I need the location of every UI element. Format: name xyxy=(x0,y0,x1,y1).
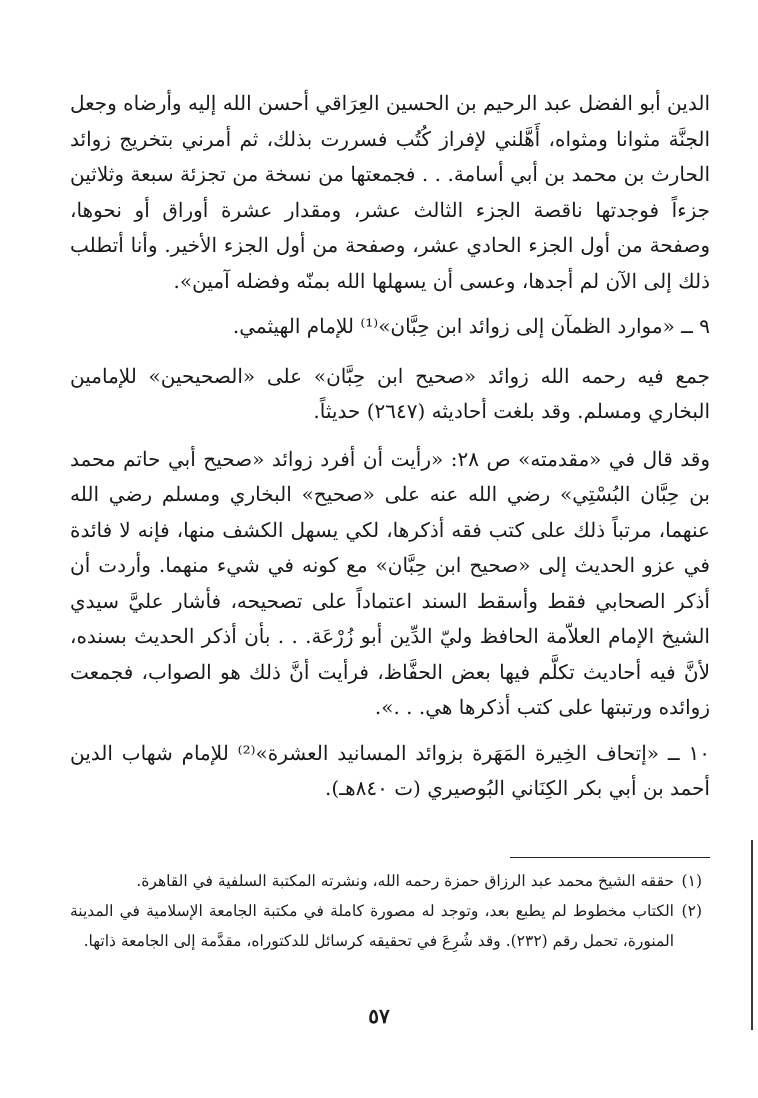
footnote-2-text: الكتاب مخطوط لم يطبع بعد، وتوجد له مصورة كاملة في مكتبة الجامعة الإسلامية في المدينة المنورة، تحمل رقم (٢٣٢). وقد شُرِعَ في تحقيقه كرسائل للدكتوراه، مقدَّمة إلى الجامعة ذاتها. xyxy=(70,902,674,950)
footnote-2-number: (٢) xyxy=(681,902,702,920)
body-paragraph-3: وقد قال في «مقدمته» ص ٢٨: «رأيت أن أفرد زوائد «صحيح أبي حاتم محمد بن حِبَّان البُسْتِي» رضي الله عنه على «صحيح» البخاري ومسلم رضي الله عنهما، مرتباً ذلك على كتب فقه أذكرها، لكي يسهل الكشف منها، فإنه لا فائدة في عزو الحديث إلى «صحيح ابن حِبَّان» مع كونه في شيء منهما. وأردت أن أذكر الصحابي فقط وأسقط السند اعتماداً على تصحيحه، فأشار عليَّ سيدي الشيخ الإمام العلاّمة الحافظ وليّ الدِّين أبو زُرْعَة. . . بأن أذكر الحديث بسنده، لأنَّ فيه أحاديث تكلَّم فيها بعض الحفَّاظ، فرأيت أنَّ ذلك هو الصواب، فجمعت زوائده ورتبتها على كتب أذكرها هي. . .». xyxy=(70,446,710,719)
footnote-1-number: (١) xyxy=(681,872,702,890)
list-item-9: ٩ ــ «موارد الظمآن إلى زوائد ابن حِبَّان»⁽¹⁾ للإمام الهيثمي. xyxy=(232,314,710,338)
footnote-2 xyxy=(70,896,702,956)
body-paragraph-1: الدين أبو الفضل عبد الرحيم بن الحسين العِرَاقي أحسن الله إليه وأرضاه وجعل الجنَّة مثوانا ومثواه، أَهَّلني لإفراز كُتُب فسررت بذلك، ثم أمرني بتخريج زوائد الحارث بن محمد بن أبي أسامة. . . فجمعتها من نسخة من تجزئة سبعة وثلاثين جزءاً فوجدتها ناقصة الجزء الثالث عشر، ومقدار عشرة أوراق أو نحوها، وصفحة من أول الجزء الحادي عشر، وصفحة من أول الجزء الأخير. وأنا أتطلب ذلك إلى الآن لم أجدها، وعسى أن يسهلها الله بمنّه وفضله آمين». xyxy=(69,91,710,293)
scan-edge-line xyxy=(751,840,753,1030)
page-body xyxy=(70,86,710,807)
body-paragraph-2: جمع فيه رحمه الله زوائد «صحيح ابن حِبَّان» على «الصحيحين» للإمامين البخاري ومسلم. وقد بلغت أحاديثه (٢٦٤٧) حديثاً. xyxy=(70,363,710,423)
footnote-1-text: حققه الشيخ محمد عبد الرزاق حمزة رحمه الله، ونشرته المكتبة السلفية في القاهرة. xyxy=(136,872,674,890)
list-item-10: ١٠ ــ «إتحاف الخِيرة المَهَرة بزوائد المسانيد العشرة»⁽²⁾ للإمام شهاب الدين أحمد بن أبي بكر الكِنَاني البُوصيري (ت ٨٤٠هـ). xyxy=(70,740,710,800)
page-number: ٥٧ xyxy=(368,1004,390,1028)
footnotes xyxy=(70,866,702,956)
footnote-divider xyxy=(510,857,710,858)
footnote-1 xyxy=(70,866,702,896)
